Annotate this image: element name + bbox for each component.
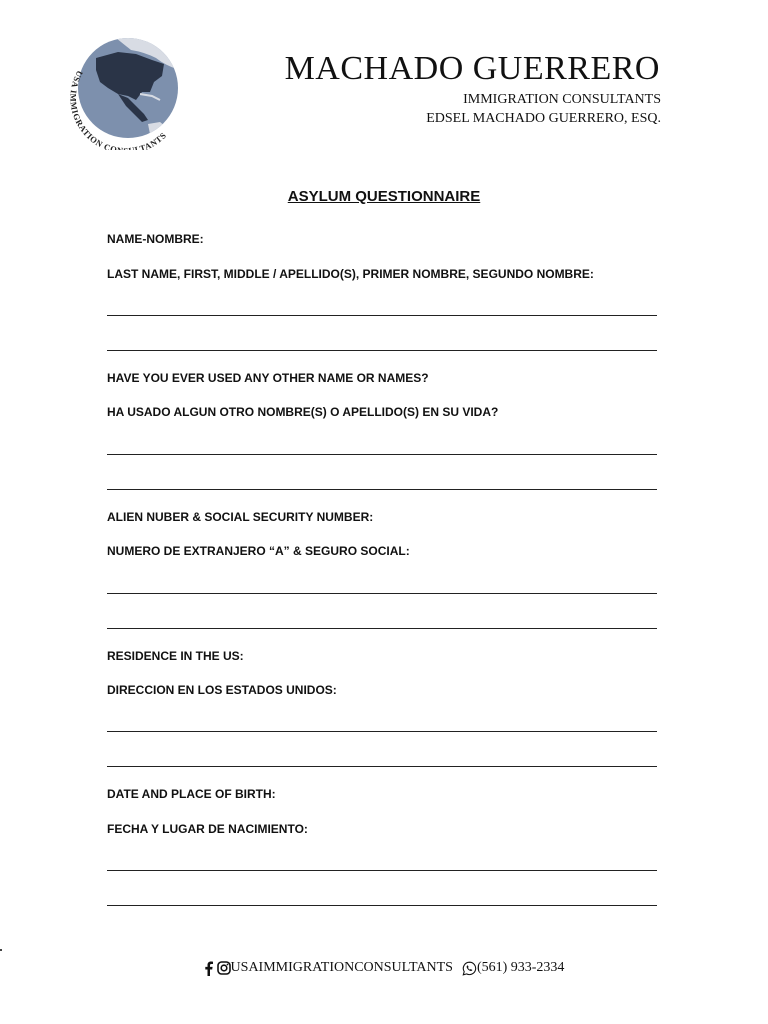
answer-line[interactable] bbox=[107, 870, 657, 871]
answer-line[interactable] bbox=[107, 766, 657, 767]
answer-line[interactable] bbox=[107, 731, 657, 732]
answer-line[interactable] bbox=[107, 315, 657, 316]
facebook-icon bbox=[204, 961, 213, 976]
answer-line[interactable] bbox=[107, 350, 657, 351]
answer-line[interactable] bbox=[107, 489, 657, 490]
field-label-residence-es: DIRECCION EN LOS ESTADOS UNIDOS: bbox=[107, 683, 337, 697]
firm-name: MACHADO GUERRERO bbox=[284, 50, 660, 87]
form-title: ASYLUM QUESTIONNAIRE bbox=[287, 188, 481, 205]
field-label-birth: DATE AND PLACE OF BIRTH: bbox=[107, 787, 276, 801]
answer-line[interactable] bbox=[107, 905, 657, 906]
field-label-name: NAME-NOMBRE: bbox=[107, 232, 204, 246]
globe-logo-icon bbox=[56, 30, 188, 150]
logo-text: USA IMMIGRATION CO LTANTS bbox=[68, 68, 169, 150]
field-label-residence: RESIDENCE IN THE US: bbox=[107, 649, 244, 663]
whatsapp-icon bbox=[462, 961, 477, 976]
footer-contact bbox=[0, 960, 768, 976]
field-label-birth-es: FECHA Y LUGAR DE NACIMIENTO: bbox=[107, 822, 308, 836]
social-handle: USAIMMIGRATIONCONSULTANTS bbox=[230, 960, 453, 975]
phone-number: (561) 933-2334 bbox=[476, 960, 565, 975]
attorney-name: EDSEL MACHADO GUERRERO, ESQ. bbox=[426, 111, 661, 126]
field-label-full-name: LAST NAME, FIRST, MIDDLE / APELLIDO(S), PRIMER NOMBRE, SEGUNDO NOMBRE: bbox=[107, 267, 594, 281]
answer-line[interactable] bbox=[107, 628, 657, 629]
answer-line[interactable] bbox=[107, 593, 657, 594]
firm-subtitle: IMMIGRATION CONSULTANTS bbox=[463, 92, 661, 107]
field-label-alien-number: ALIEN NUBER & SOCIAL SECURITY NUMBER: bbox=[107, 510, 374, 524]
field-label-other-names: HAVE YOU EVER USED ANY OTHER NAME OR NAMES? bbox=[107, 371, 429, 385]
field-label-other-names-es: HA USADO ALGUN OTRO NOMBRE(S) O APELLIDO(S) EN SU VIDA? bbox=[107, 405, 499, 419]
company-logo bbox=[56, 30, 188, 150]
answer-line[interactable] bbox=[107, 454, 657, 455]
instagram-icon bbox=[217, 961, 231, 975]
field-label-alien-number-es: NUMERO DE EXTRANJERO “A” & SEGURO SOCIAL: bbox=[107, 544, 410, 558]
margin-mark bbox=[0, 949, 2, 951]
